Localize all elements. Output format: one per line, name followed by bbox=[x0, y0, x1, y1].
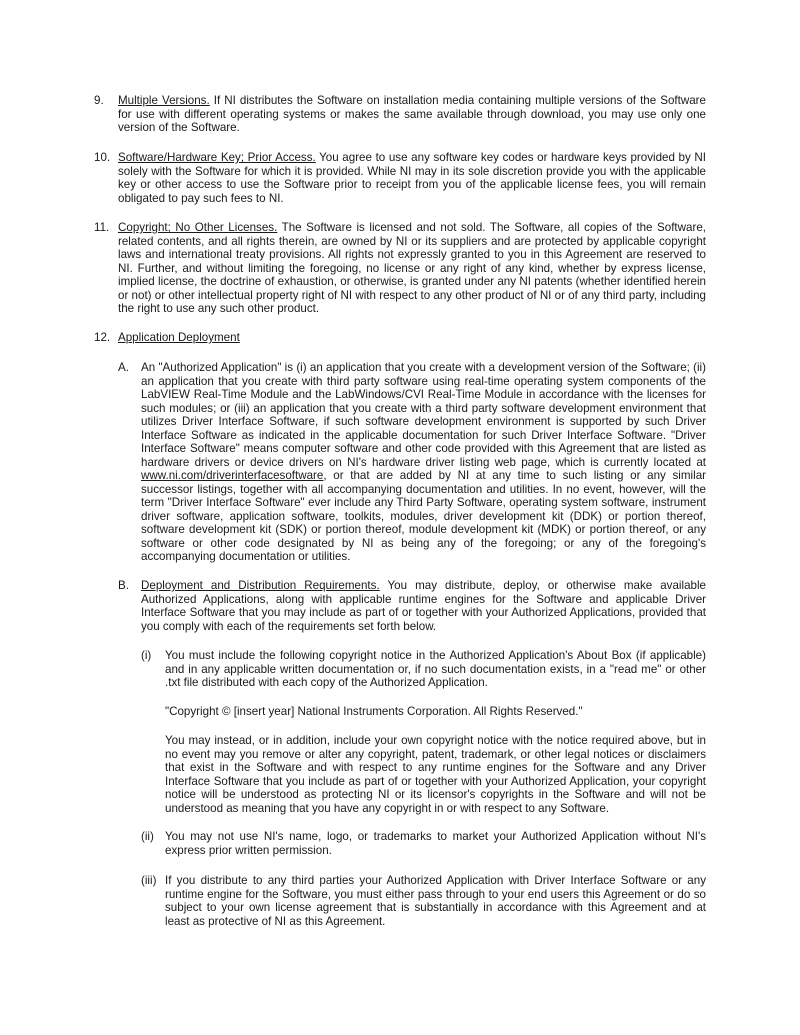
section-body bbox=[118, 331, 706, 345]
subsection-text-continued: , or that are added by NI at any time to such listing or any similar successor listings, together with all accompanying documentation and utilities. In no event, however, will the term "Driver Interface Software" ever include any Third Party Software, operating system software, instrument driver software, application software, toolkits, modules, driver development kit (DDK) or portion thereof, software development kit (SDK) or portion thereof, module development kit (MDK) or portion thereof, or any software or other code designated by NI as being any of the foregoing; or any of the foregoing's accompanying documentation or utilities. bbox=[141, 469, 706, 563]
copyright-notice: "Copyright © [insert year] National Instruments Corporation. All Rights Reserved." bbox=[165, 705, 583, 718]
item-ii bbox=[141, 830, 706, 857]
section-body bbox=[118, 94, 706, 135]
section-text: The Software is licensed and not sold. The Software, all copies of the Software, related contents, and all rights therein, are owned by NI or its suppliers and are protected by applicable copyright laws and international treaty provisions. All rights not expressly granted to you in this Agreement are reserved to NI. Further, and without limiting the foregoing, no license or any right of any kind, whether by express license, implied license, the doctrine of exhaustion, or otherwise, is granted under any NI patents (whether identified herein or not) or other intellectual property right of NI with respect to any other product of NI or of any third party, including the right to use any such other product. bbox=[118, 221, 706, 315]
item-i bbox=[141, 649, 706, 690]
section-body bbox=[118, 221, 706, 316]
item-number: (i) bbox=[141, 649, 152, 662]
section-10 bbox=[94, 151, 706, 205]
section-title: Copyright; No Other Licenses. bbox=[118, 221, 278, 234]
section-number: 12. bbox=[94, 331, 111, 344]
item-number: (ii) bbox=[141, 830, 154, 843]
subsection-b bbox=[118, 579, 706, 633]
section-title: Application Deployment bbox=[118, 331, 240, 344]
section-title: Software/Hardware Key; Prior Access. bbox=[118, 151, 316, 164]
item-body: You must include the following copyright notice in the Authorized Application's About Box (if applicable) and in any applicable written documentation or, if no such documentation exists, in a "read me" or other .txt file distributed with each copy of the Authorized Application. bbox=[165, 649, 706, 689]
driver-interface-software-link[interactable]: www.ni.com/driverinterfacesoftware bbox=[141, 469, 324, 482]
subsection-title: Deployment and Distribution Requirements. bbox=[141, 579, 380, 592]
item-body: You may not use NI's name, logo, or trademarks to market your Authorized Application without NI's express prior written permission. bbox=[165, 830, 706, 857]
subsection-a bbox=[118, 361, 706, 564]
section-9 bbox=[94, 94, 706, 135]
section-12 bbox=[94, 331, 706, 345]
subsection-number: B. bbox=[118, 579, 129, 592]
subsection-number: A. bbox=[118, 361, 129, 374]
subsection-body bbox=[141, 361, 706, 564]
section-number: 10. bbox=[94, 151, 111, 164]
section-text: You agree to use any software key codes or hardware keys provided by NI solely with the Software for which it is provided. While NI may in its sole discretion provide you with the applicable key or other access to use the Software prior to receipt from you of the applicable license fees, you will remain obligated to pay such fees to NI. bbox=[118, 151, 706, 205]
section-number: 11. bbox=[94, 221, 110, 234]
item-iii bbox=[141, 874, 706, 928]
section-text: If NI distributes the Software on installation media containing multiple versions of the Software for use with different operating systems or makes the same available through download, you may use only one version of the Software. bbox=[118, 94, 706, 134]
section-body bbox=[118, 151, 706, 205]
subsection-text: An "Authorized Application" is (i) an application that you create with a development version of the Software; (ii) an application that you create with third party software using real-time operating system components of the LabVIEW Real-Time Module and the LabWindows/CVI Real-Time Module in accordance with the licenses for such modules; or (iii) an application that you create with a third party software development environment that utilizes Driver Interface Software, if such software development environment is supported by such Driver Interface Software as indicated in the applicable documentation for such Driver Interface Software. "Driver Interface Software" means computer software and other code provided with this Agreement that are listed as hardware drivers or device drivers on NI's hardware driver listing web page, which is currently located at bbox=[141, 361, 706, 469]
section-number: 9. bbox=[94, 94, 104, 107]
subsection-text: You may distribute, deploy, or otherwise make available Authorized Applications, along with applicable runtime engines for the Software and applicable Driver Interface Software that you may include as part of or together with your Authorized Applications, provided that you comply with each of the requirements set forth below. bbox=[141, 579, 706, 633]
copyright-notice-followup: You may instead, or in addition, include your own copyright notice with the notice required above, but in no event may you remove or alter any copyright, patent, trademark, or other legal notices or disclaimers that exist in the Software and with respect to any runtime engines for the Software and any Driver Interface Software that you include as part of or together with your Authorized Application, your copyright notice will be understood as protecting NI or its licensor's copyrights in the Software and will not be understood as meaning that you have any copyright in or with respect to any Software. bbox=[165, 734, 706, 815]
section-title: Multiple Versions. bbox=[118, 94, 210, 107]
section-11 bbox=[94, 221, 706, 316]
subsection-body bbox=[141, 579, 706, 633]
item-number: (iii) bbox=[141, 874, 157, 887]
item-body: If you distribute to any third parties your Authorized Application with Driver Interface Software or any runtime engine for the Software, you must either pass through to your end users this Agreement or do so subject to your own license agreement that is substantially in accordance with this Agreement and at least as protective of NI as this Agreement. bbox=[165, 874, 706, 928]
